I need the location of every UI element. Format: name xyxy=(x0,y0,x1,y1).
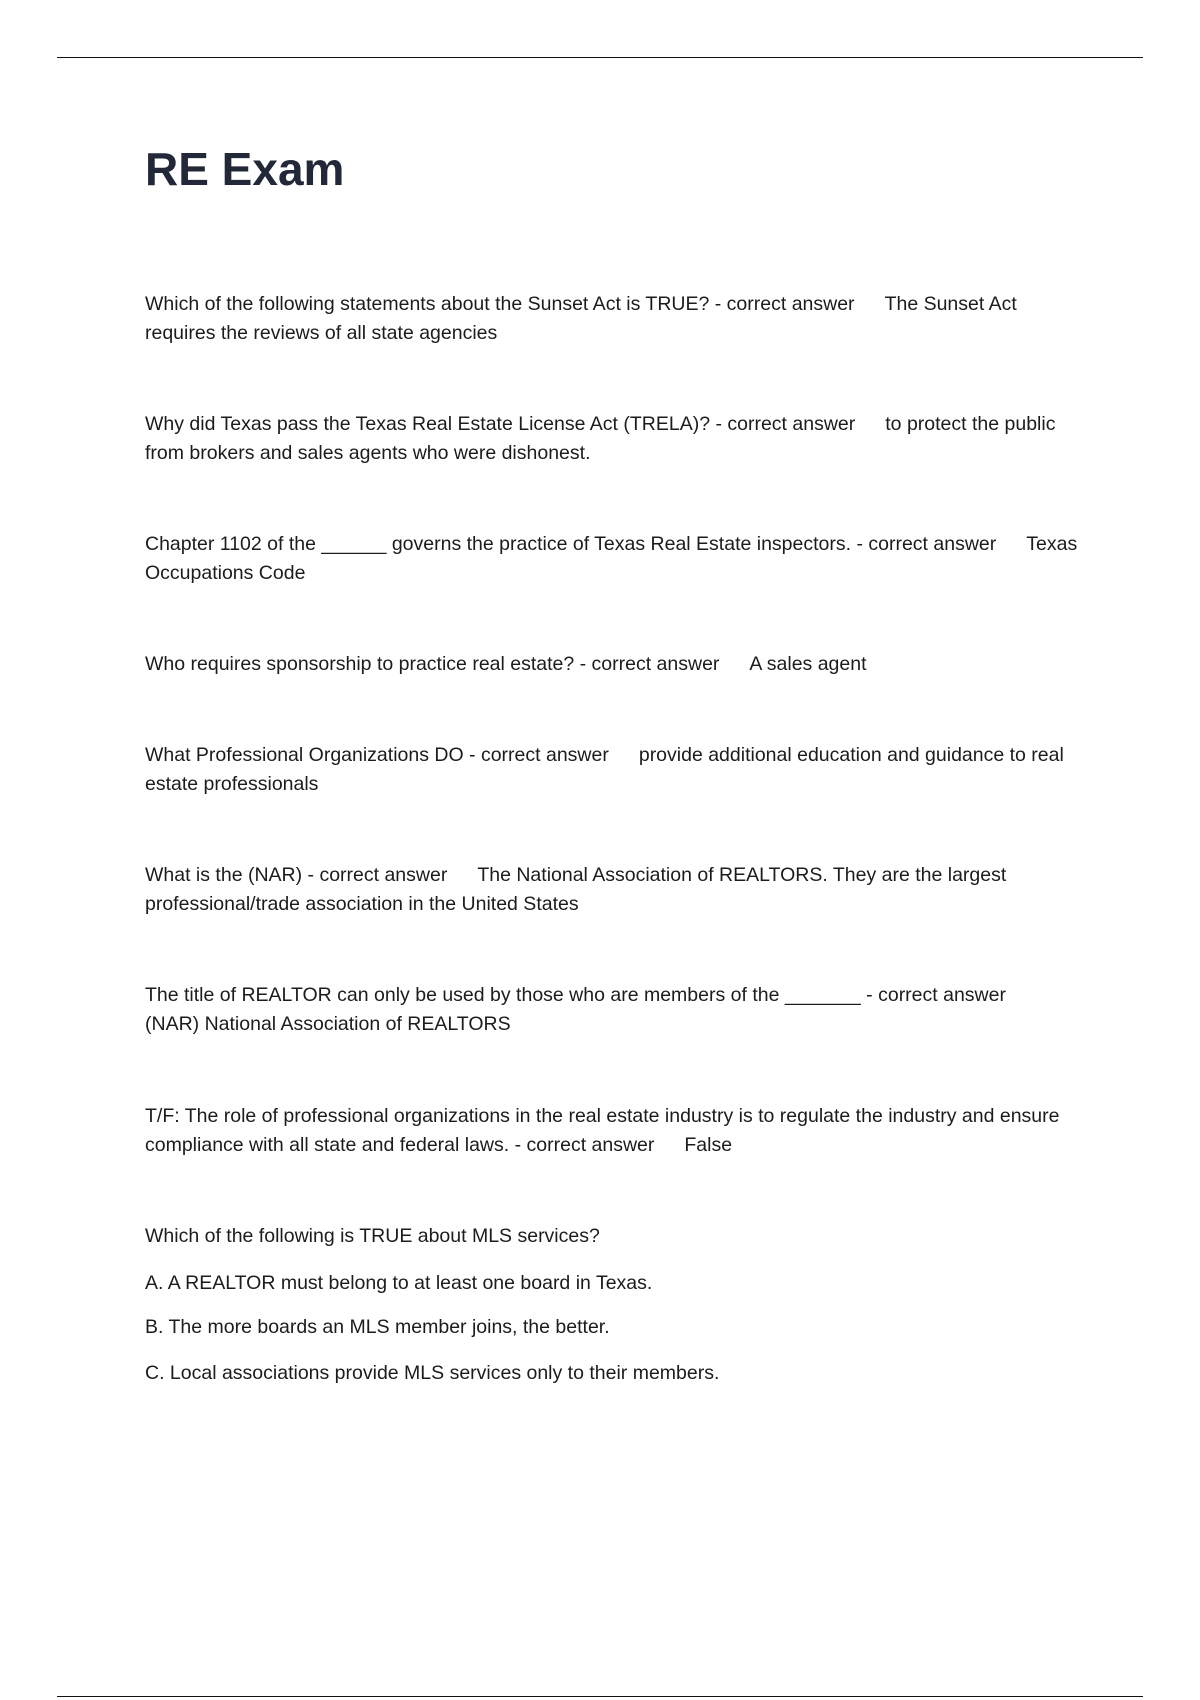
qa-question: Chapter 1102 of the ______ governs the practice of Texas Real Estate inspectors. - correct answer xyxy=(145,533,997,555)
qa-item xyxy=(145,981,1090,1039)
mcq-option: B. The more boards an MLS member joins, the better. xyxy=(145,1316,610,1338)
qa-item xyxy=(145,530,1090,588)
qa-question: Why did Texas pass the Texas Real Estate License Act (TRELA)? - correct answer xyxy=(145,413,856,435)
qa-question: Which of the following statements about the Sunset Act is TRUE? - correct answer xyxy=(145,293,855,315)
qa-item xyxy=(145,410,1090,468)
qa-question: Who requires sponsorship to practice real estate? - correct answer xyxy=(145,653,720,675)
mcq-question: Which of the following is TRUE about MLS services? xyxy=(145,1225,600,1247)
mcq-option: A. A REALTOR must belong to at least one board in Texas. xyxy=(145,1272,653,1294)
document-title: RE Exam xyxy=(145,143,345,195)
qa-question: What Professional Organizations DO - correct answer xyxy=(145,744,609,766)
qa-answer: A sales agent xyxy=(749,653,867,675)
qa-question: What is the (NAR) - correct answer xyxy=(145,864,448,886)
qa-item xyxy=(145,290,1090,348)
qa-question: T/F: The role of professional organizations in the real estate industry is to regulate the industry and ensure compliance with all state and federal laws. - correct answer xyxy=(145,1105,1060,1156)
qa-answer: (NAR) National Association of REALTORS xyxy=(145,1013,511,1035)
qa-answer: Texas Occupations Code xyxy=(145,533,1078,584)
qa-answer: The Sunset Act requires the reviews of all state agencies xyxy=(145,293,1017,344)
qa-item xyxy=(145,650,1090,679)
bottom-rule xyxy=(57,1696,1143,1697)
qa-item xyxy=(145,1102,1090,1160)
qa-answer: provide additional education and guidance to real estate professionals xyxy=(145,744,1064,795)
qa-answer: The National Association of REALTORS. They are the largest professional/trade association in the United States xyxy=(145,864,1007,915)
mcq-option: C. Local associations provide MLS services only to their members. xyxy=(145,1362,720,1384)
top-rule xyxy=(57,57,1143,58)
qa-question: The title of REALTOR can only be used by those who are members of the _______ - correct answer xyxy=(145,984,1006,1006)
qa-answer: False xyxy=(684,1134,733,1156)
qa-answer: to protect the public from brokers and sales agents who were dishonest. xyxy=(145,413,1056,464)
qa-item xyxy=(145,741,1090,799)
qa-item xyxy=(145,861,1090,919)
